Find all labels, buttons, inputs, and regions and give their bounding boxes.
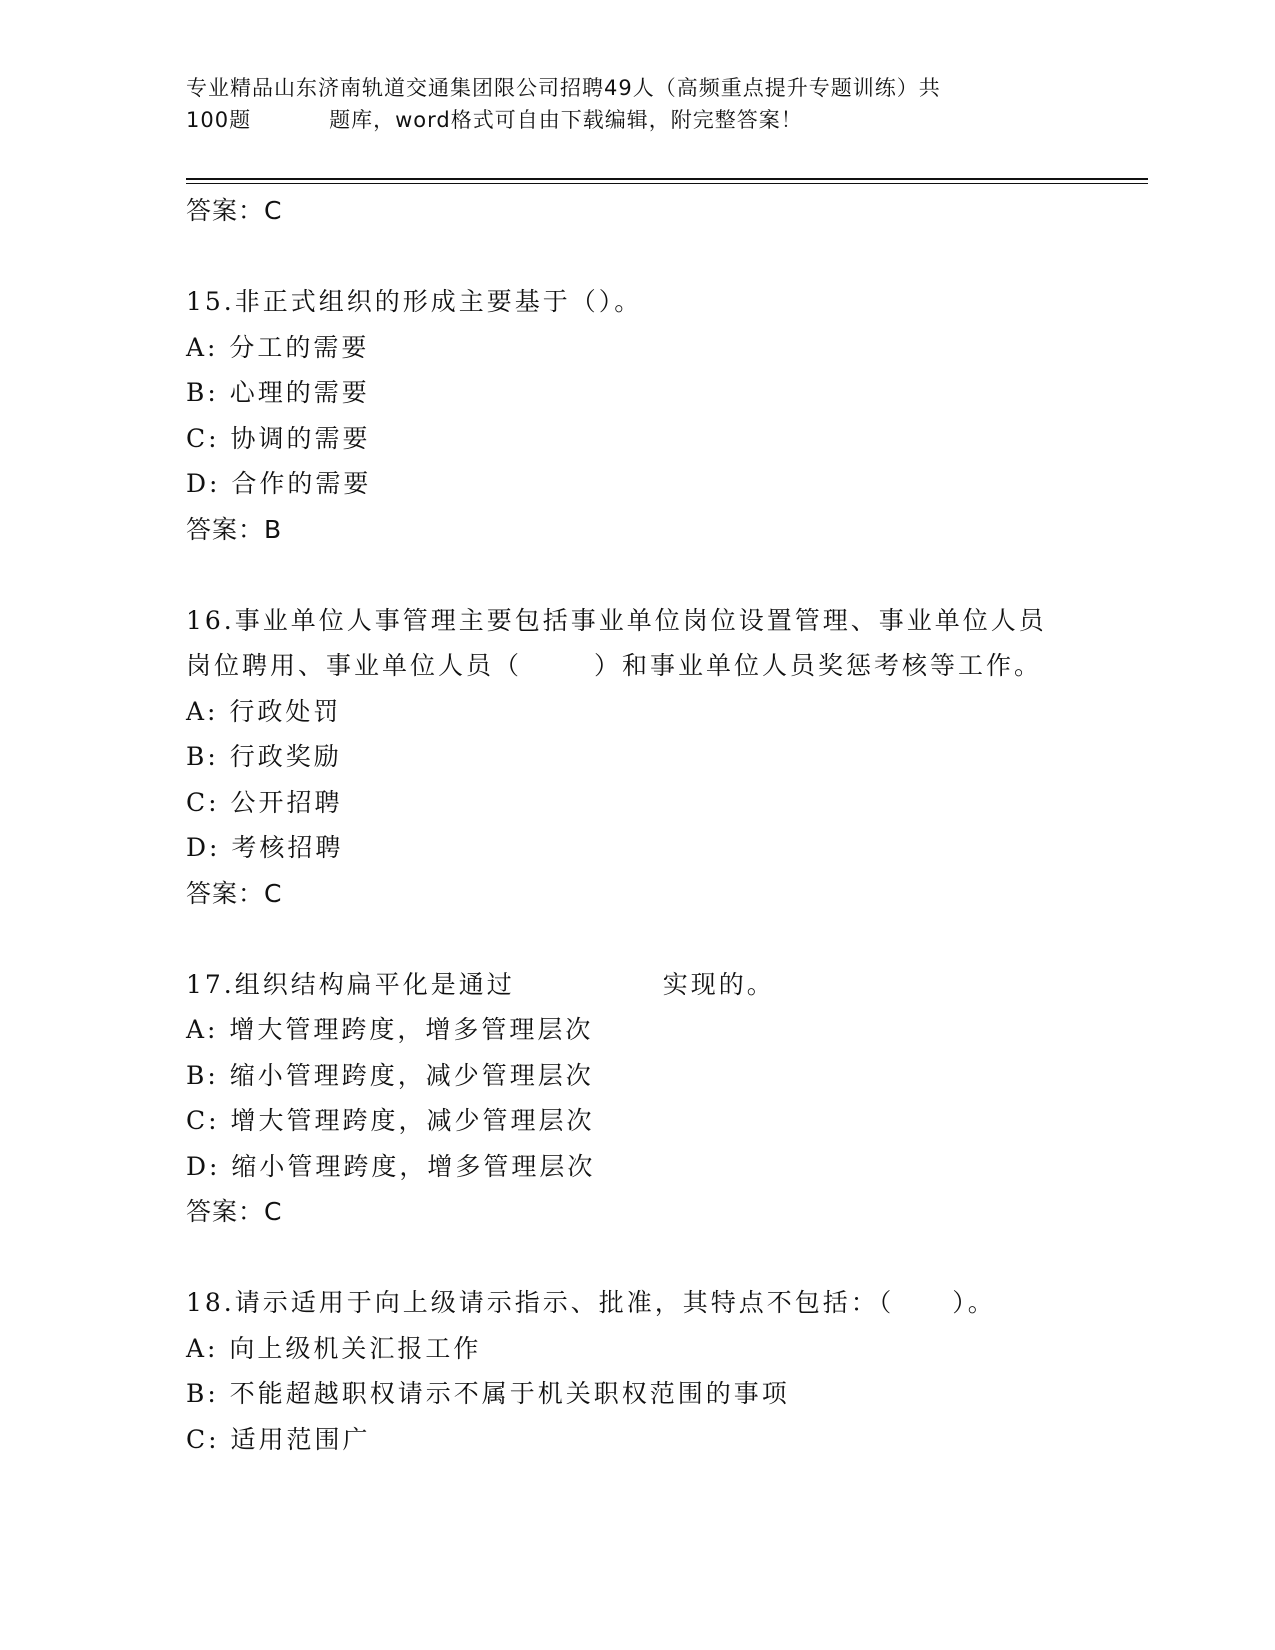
- question-16: [186, 598, 1086, 917]
- stem-part-b: ）。: [952, 1288, 996, 1317]
- question-17: [186, 962, 1086, 1235]
- answer: 答案：C: [186, 878, 283, 908]
- header-line-2-count: 100题: [186, 108, 252, 132]
- option-c: C: 协调的需要: [186, 423, 371, 453]
- header-rule-thick: [186, 178, 1148, 180]
- option-a: A: 增大管理跨度，增多管理层次: [186, 1015, 594, 1044]
- header-rule-thin: [186, 183, 1148, 184]
- header-line-2: [186, 104, 1086, 136]
- option-c: C: 增大管理跨度，减少管理层次: [186, 1106, 595, 1135]
- option-a: A: 行政处罚: [186, 696, 342, 726]
- question-18: [186, 1280, 1086, 1462]
- question-stem-line-2: [186, 643, 1086, 689]
- stem-part-a: 17.组织结构扁平化是通过: [186, 969, 515, 999]
- stem-part-b: 实现的。: [662, 969, 775, 999]
- stem-part-a: 18.请示适用于向上级请示指示、批准，其特点不包括：（: [186, 1288, 895, 1317]
- option-c: C: 公开招聘: [186, 787, 343, 817]
- option-d: D: 考核招聘: [186, 833, 344, 862]
- question-stem-line-1: 16.事业单位人事管理主要包括事业单位岗位设置管理、事业单位人员: [186, 605, 1047, 635]
- option-c: C: 适用范围广: [186, 1424, 371, 1454]
- header-line-2-text: 题库，word格式可自由下载编辑，附完整答案！: [329, 108, 803, 132]
- option-a: A: 向上级机关汇报工作: [186, 1333, 482, 1363]
- previous-answer: 答案：C: [186, 196, 283, 225]
- question-stem: 15.非正式组织的形成主要基于（）。: [186, 287, 643, 316]
- option-d: D: 合作的需要: [186, 469, 372, 498]
- question-list: [186, 188, 1086, 1462]
- option-b: B: 行政奖励: [186, 742, 342, 771]
- question-stem: [186, 962, 1086, 1008]
- option-b: B: 缩小管理跨度，减少管理层次: [186, 1060, 594, 1090]
- option-b: B: 不能超越职权请示不属于机关职权范围的事项: [186, 1379, 790, 1408]
- stem-part-b: ）和事业单位人员奖惩考核等工作。: [594, 651, 1043, 680]
- question-stem: [186, 1280, 1086, 1326]
- stem-part-a: 岗位聘用、事业单位人员（: [186, 651, 523, 680]
- answer: 答案：B: [186, 514, 283, 544]
- question-15: [186, 279, 1086, 552]
- header-line-1: 专业精品山东济南轨道交通集团限公司招聘49人（高频重点提升专题训练）共: [186, 76, 941, 100]
- option-d: D: 缩小管理跨度，增多管理层次: [186, 1151, 596, 1181]
- option-a: A: 分工的需要: [186, 332, 370, 362]
- document-header: [186, 72, 1086, 136]
- option-b: B: 心理的需要: [186, 378, 370, 407]
- answer: 答案：C: [186, 1197, 283, 1226]
